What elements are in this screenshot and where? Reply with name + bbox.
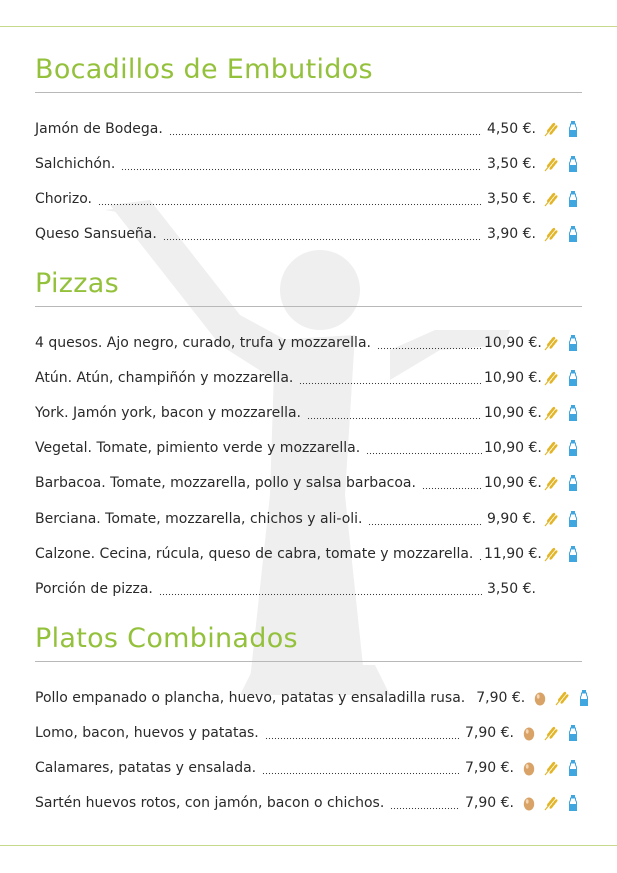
item-name: Atún. Atún, champiñón y mozzarella. <box>35 369 294 386</box>
wheat-icon <box>542 120 560 138</box>
section-bocadillos <box>35 48 582 252</box>
menu-item <box>35 181 582 216</box>
wheat-icon <box>542 155 560 173</box>
menu-item <box>35 571 582 606</box>
milk-bottle-icon <box>564 439 582 457</box>
dot-leader <box>390 796 460 810</box>
wheat-icon <box>542 334 560 352</box>
item-price: 7,90 €. <box>465 724 514 741</box>
milk-bottle-icon <box>564 404 582 422</box>
section-title: Bocadillos de Embutidos <box>35 54 373 85</box>
menu-item <box>35 536 582 571</box>
section-title: Pizzas <box>35 268 119 299</box>
dot-leader <box>265 726 460 740</box>
menu-item <box>35 786 582 821</box>
item-price: 3,50 €. <box>487 155 536 172</box>
item-name: Sartén huevos rotos, con jamón, bacon o chichos. <box>35 795 385 812</box>
item-price: 10,90 €. <box>484 475 542 492</box>
item-name: Berciana. Tomate, mozzarella, chichos y ali-oli. <box>35 510 363 527</box>
wheat-icon <box>553 689 571 707</box>
item-price: 3,90 €. <box>487 226 536 243</box>
item-name: Calzone. Cecina, rúcula, queso de cabra, tomate y mozzarella. <box>35 545 474 562</box>
section-divider <box>35 306 582 307</box>
milk-bottle-icon <box>564 225 582 243</box>
dot-leader <box>159 582 482 596</box>
item-name: Barbacoa. Tomate, mozzarella, pollo y salsa barbacoa. <box>35 475 416 492</box>
item-price: 4,50 €. <box>487 120 536 137</box>
menu-item <box>35 431 582 466</box>
menu-item <box>35 217 582 252</box>
egg-icon <box>531 689 549 707</box>
bottom-border <box>0 845 617 846</box>
milk-bottle-icon <box>564 334 582 352</box>
dot-leader <box>262 761 460 775</box>
menu-item <box>35 501 582 536</box>
dot-leader <box>299 371 482 385</box>
item-price: 10,90 €. <box>484 334 542 351</box>
wheat-icon <box>542 369 560 387</box>
item-price: 7,90 €. <box>465 759 514 776</box>
menu-item <box>35 111 582 146</box>
milk-bottle-icon <box>564 474 582 492</box>
menu-item <box>35 146 582 181</box>
milk-bottle-icon <box>564 369 582 387</box>
dot-leader <box>479 547 482 561</box>
milk-bottle-icon <box>564 190 582 208</box>
dot-leader <box>377 336 482 350</box>
item-name: Vegetal. Tomate, pimiento verde y mozzarella. <box>35 440 361 457</box>
milk-bottle-icon <box>564 545 582 563</box>
dot-leader <box>98 192 482 206</box>
item-name: Jamón de Bodega. <box>35 120 163 137</box>
item-name: Chorizo. <box>35 190 92 207</box>
item-price: 7,90 €. <box>465 795 514 812</box>
menu-item <box>35 466 582 501</box>
dot-leader <box>163 227 482 241</box>
wheat-icon <box>542 545 560 563</box>
item-price: 10,90 €. <box>484 369 542 386</box>
milk-bottle-icon <box>575 689 593 707</box>
egg-icon <box>520 759 538 777</box>
item-price: 10,90 €. <box>484 404 542 421</box>
item-price: 10,90 €. <box>484 440 542 457</box>
menu-item <box>35 680 582 715</box>
dot-leader <box>366 441 482 455</box>
item-price: 3,50 €. <box>487 190 536 207</box>
menu-item <box>35 715 582 750</box>
egg-icon <box>520 794 538 812</box>
top-border <box>0 26 617 27</box>
milk-bottle-icon <box>564 510 582 528</box>
item-name: Pollo empanado o plancha, huevo, patatas y ensaladilla rusa. <box>35 689 466 706</box>
wheat-icon <box>542 404 560 422</box>
item-name: Calamares, patatas y ensalada. <box>35 759 257 776</box>
milk-bottle-icon <box>564 794 582 812</box>
item-name: Salchichón. <box>35 155 116 172</box>
dot-leader <box>368 512 482 526</box>
section-title: Platos Combinados <box>35 623 298 654</box>
section-divider <box>35 92 582 93</box>
wheat-icon <box>542 724 560 742</box>
section-platos-combinados <box>35 617 582 821</box>
wheat-icon <box>542 474 560 492</box>
dot-leader <box>169 122 482 136</box>
wheat-icon <box>542 439 560 457</box>
wheat-icon <box>542 794 560 812</box>
milk-bottle-icon <box>564 724 582 742</box>
item-name: 4 quesos. Ajo negro, curado, trufa y mozzarella. <box>35 334 371 351</box>
item-price: 3,50 €. <box>487 580 536 597</box>
section-pizzas <box>35 262 582 607</box>
menu-item <box>35 360 582 395</box>
menu-item <box>35 395 582 430</box>
dot-leader <box>307 406 482 420</box>
milk-bottle-icon <box>564 155 582 173</box>
item-name: Porción de pizza. <box>35 580 153 597</box>
item-name: York. Jamón york, bacon y mozzarella. <box>35 404 302 421</box>
dot-leader <box>121 157 482 171</box>
milk-bottle-icon <box>564 120 582 138</box>
egg-icon <box>520 724 538 742</box>
wheat-icon <box>542 759 560 777</box>
item-name: Queso Sansueña. <box>35 226 157 243</box>
item-name: Lomo, bacon, huevos y patatas. <box>35 724 259 741</box>
item-price: 11,90 €. <box>484 545 542 562</box>
menu-item <box>35 750 582 785</box>
wheat-icon <box>542 190 560 208</box>
item-price: 7,90 €. <box>476 689 526 706</box>
wheat-icon <box>542 225 560 243</box>
section-divider <box>35 661 582 662</box>
wheat-icon <box>542 510 560 528</box>
milk-bottle-icon <box>564 759 582 777</box>
menu-item <box>35 325 582 360</box>
item-price: 9,90 €. <box>487 510 536 527</box>
dot-leader <box>422 476 482 490</box>
